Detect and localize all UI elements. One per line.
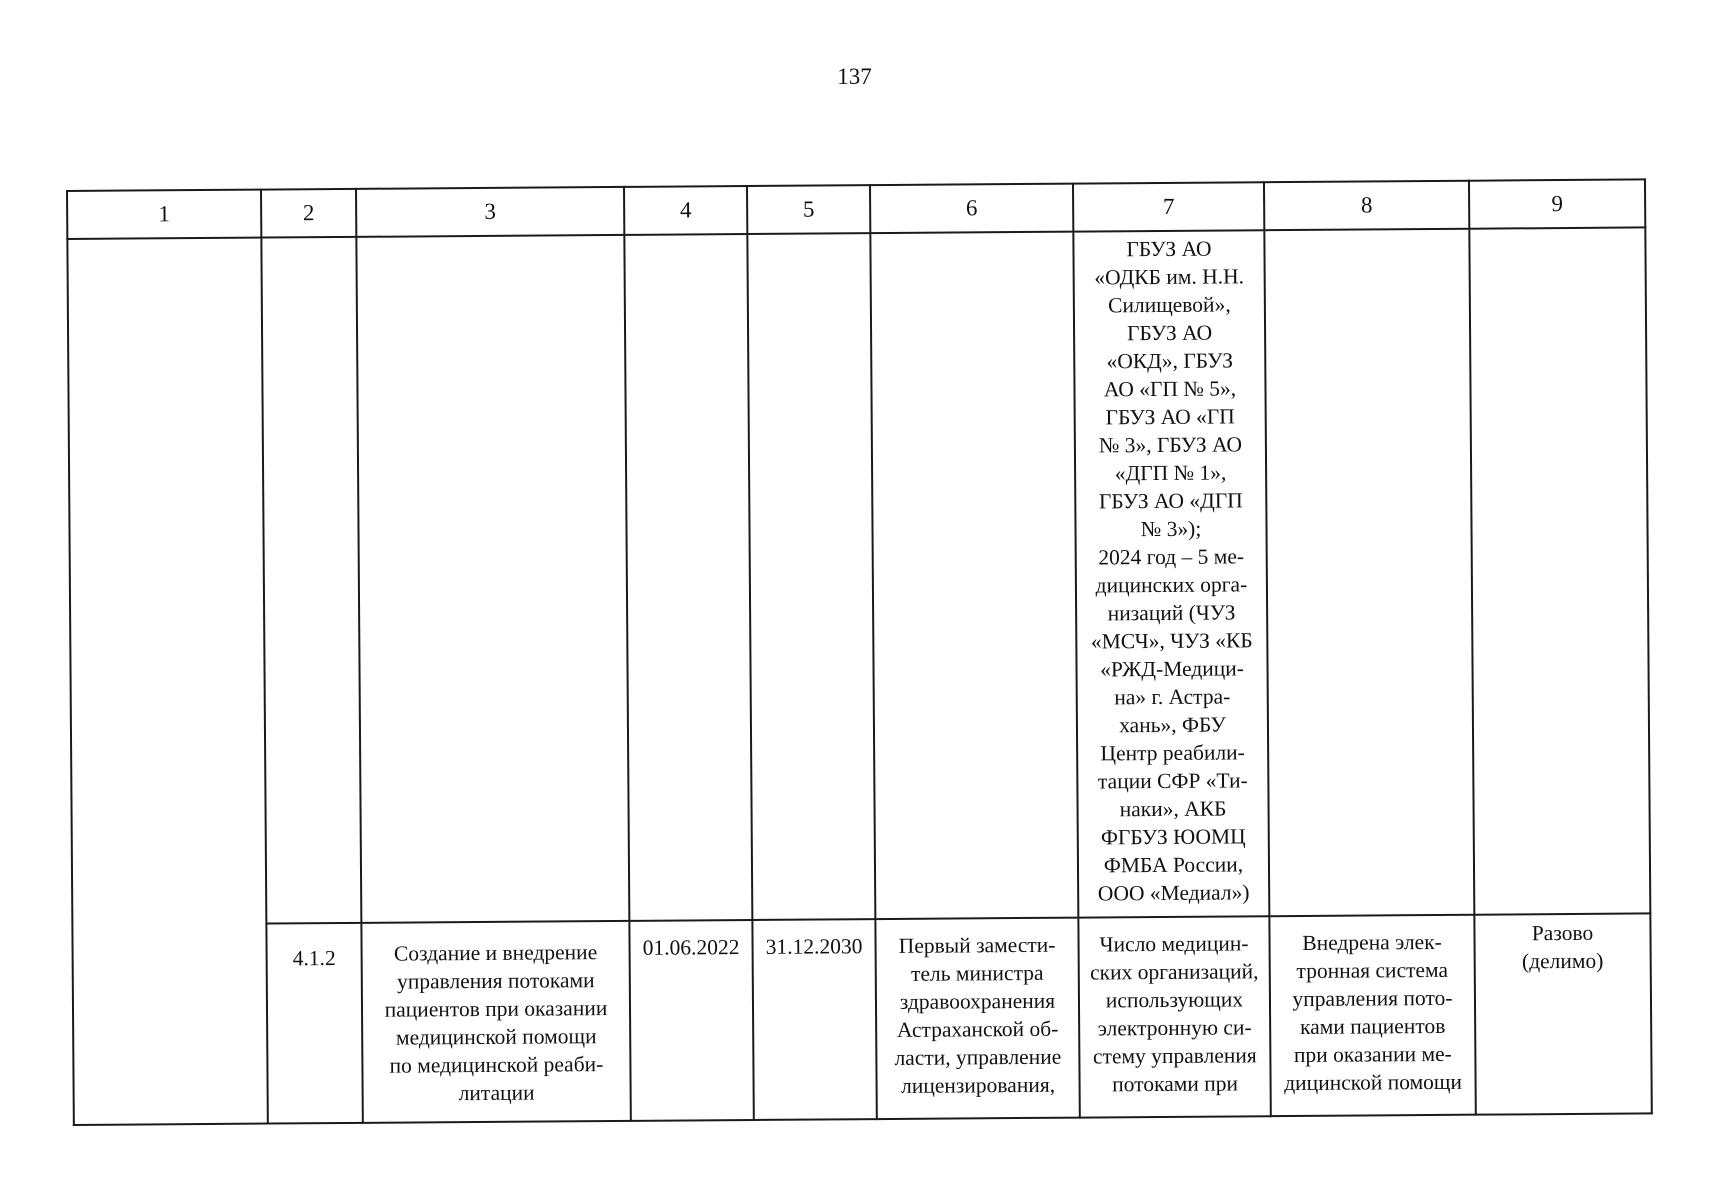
result-text	[1273, 928, 1471, 1097]
text-line: Внедрена элек-	[1302, 929, 1442, 955]
text-line: № 3», ГБУЗ АО	[1098, 432, 1243, 458]
text-line: электронную си-	[1097, 1015, 1252, 1041]
text-line: Силищевой»,	[1107, 292, 1231, 318]
text-line: низаций (ЧУЗ	[1107, 600, 1236, 626]
header-cell-4: 4	[624, 186, 747, 235]
header-cell-3: 3	[356, 187, 624, 237]
cell-start-date: 01.06.2022	[629, 920, 753, 1121]
text-line: литации	[458, 1080, 535, 1106]
text-line: ГБУЗ АО	[1126, 236, 1212, 262]
text-line: хань», ФБУ	[1119, 712, 1226, 738]
table-row-continued	[67, 227, 1650, 925]
activity-name-text	[366, 938, 627, 1108]
text-line: Астраханской об-	[896, 1016, 1059, 1042]
header-cell-6: 6	[870, 184, 1073, 233]
text-line: наки», АКБ	[1119, 796, 1227, 822]
text-line: Первый замести-	[898, 932, 1056, 958]
cell-col4	[624, 234, 752, 921]
text-line: Создание и внедрение	[393, 940, 598, 966]
text-line: (делимо)	[1521, 948, 1604, 974]
cell-col8	[1264, 229, 1474, 916]
text-line: лицензирования,	[901, 1072, 1056, 1098]
text-line: № 3»);	[1140, 516, 1202, 542]
header-cell-9: 9	[1469, 179, 1645, 228]
text-line: 2024 год – 5 ме-	[1098, 544, 1245, 570]
page-number: 137	[837, 64, 872, 89]
text-line: тель министра	[910, 960, 1044, 986]
text-line: Центр реабили-	[1100, 740, 1245, 766]
text-line: ФМБА России,	[1103, 852, 1244, 878]
cell-activity-name	[361, 921, 630, 1123]
text-line: «ДГП № 1»,	[1114, 460, 1227, 486]
text-line: управления потоками	[396, 968, 595, 994]
text-line: «МСЧ», ЧУЗ «КБ	[1090, 628, 1253, 654]
plan-table	[66, 178, 1653, 1126]
text-line: по медицинской реаби-	[389, 1052, 604, 1078]
cell-indicator	[1078, 916, 1270, 1117]
text-line: дицинских орга-	[1095, 572, 1248, 598]
table-row-4-1-2	[72, 913, 1651, 1125]
text-line: ГБУЗ АО	[1126, 320, 1213, 346]
text-line: управления пото-	[1292, 985, 1453, 1012]
text-line: на» г. Астра-	[1114, 684, 1231, 710]
cell-col1	[67, 238, 267, 1125]
text-line: пациентов при оказании	[384, 996, 608, 1022]
cell-col9	[1469, 227, 1650, 914]
text-line: Разово	[1531, 920, 1594, 946]
responsible-text	[879, 931, 1075, 1100]
frequency-text	[1478, 918, 1646, 975]
text-line: ских организаций,	[1089, 959, 1259, 985]
indicator-text	[1082, 929, 1266, 1098]
text-line: ФГБУЗ ЮОМЦ	[1100, 824, 1246, 850]
header-cell-5: 5	[747, 185, 870, 234]
text-line: здравоохранения	[899, 988, 1056, 1014]
header-cell-2: 2	[261, 189, 356, 238]
cell-item-number: 4.1.2	[266, 923, 362, 1124]
cell-end-date: 31.12.2030	[752, 919, 876, 1120]
cell-col5	[747, 233, 875, 920]
cell-col7-organizations	[1073, 230, 1269, 917]
text-line: ООО «Медиал»)	[1097, 880, 1250, 906]
text-line: медицинской помощи	[395, 1024, 597, 1050]
text-line: использующих	[1105, 987, 1244, 1013]
text-line: тации СФР «Ти-	[1097, 768, 1248, 794]
cell-frequency	[1474, 913, 1651, 1114]
cell-col6	[870, 232, 1078, 919]
text-line: ками пациентов	[1299, 1013, 1446, 1039]
text-line: дицинской помощи	[1284, 1069, 1463, 1096]
text-line: АО «ГП № 5»,	[1103, 376, 1237, 402]
text-line: стему управления	[1092, 1043, 1257, 1069]
text-line: при оказании ме-	[1293, 1041, 1452, 1068]
text-line: «ОДКБ им. Н.Н.	[1094, 264, 1245, 290]
text-line: ласти, управление	[894, 1044, 1062, 1070]
header-cell-7: 7	[1073, 182, 1264, 231]
text-line: ГБУЗ АО «ГП	[1105, 404, 1235, 430]
text-line: «ОКД», ГБУЗ	[1106, 348, 1234, 374]
organizations-list	[1077, 234, 1265, 907]
header-cell-1: 1	[67, 190, 261, 239]
text-line: потоками при	[1112, 1071, 1239, 1097]
cell-result	[1269, 915, 1475, 1116]
text-line: Число медицин-	[1099, 931, 1249, 957]
cell-responsible	[875, 918, 1079, 1119]
text-line: тронная система	[1296, 957, 1449, 984]
cell-col2	[261, 237, 361, 924]
text-line: ГБУЗ АО «ДГП	[1098, 488, 1243, 514]
cell-col3	[356, 235, 629, 923]
text-line: «РЖД-Медици-	[1100, 656, 1245, 682]
header-cell-8: 8	[1264, 181, 1469, 231]
